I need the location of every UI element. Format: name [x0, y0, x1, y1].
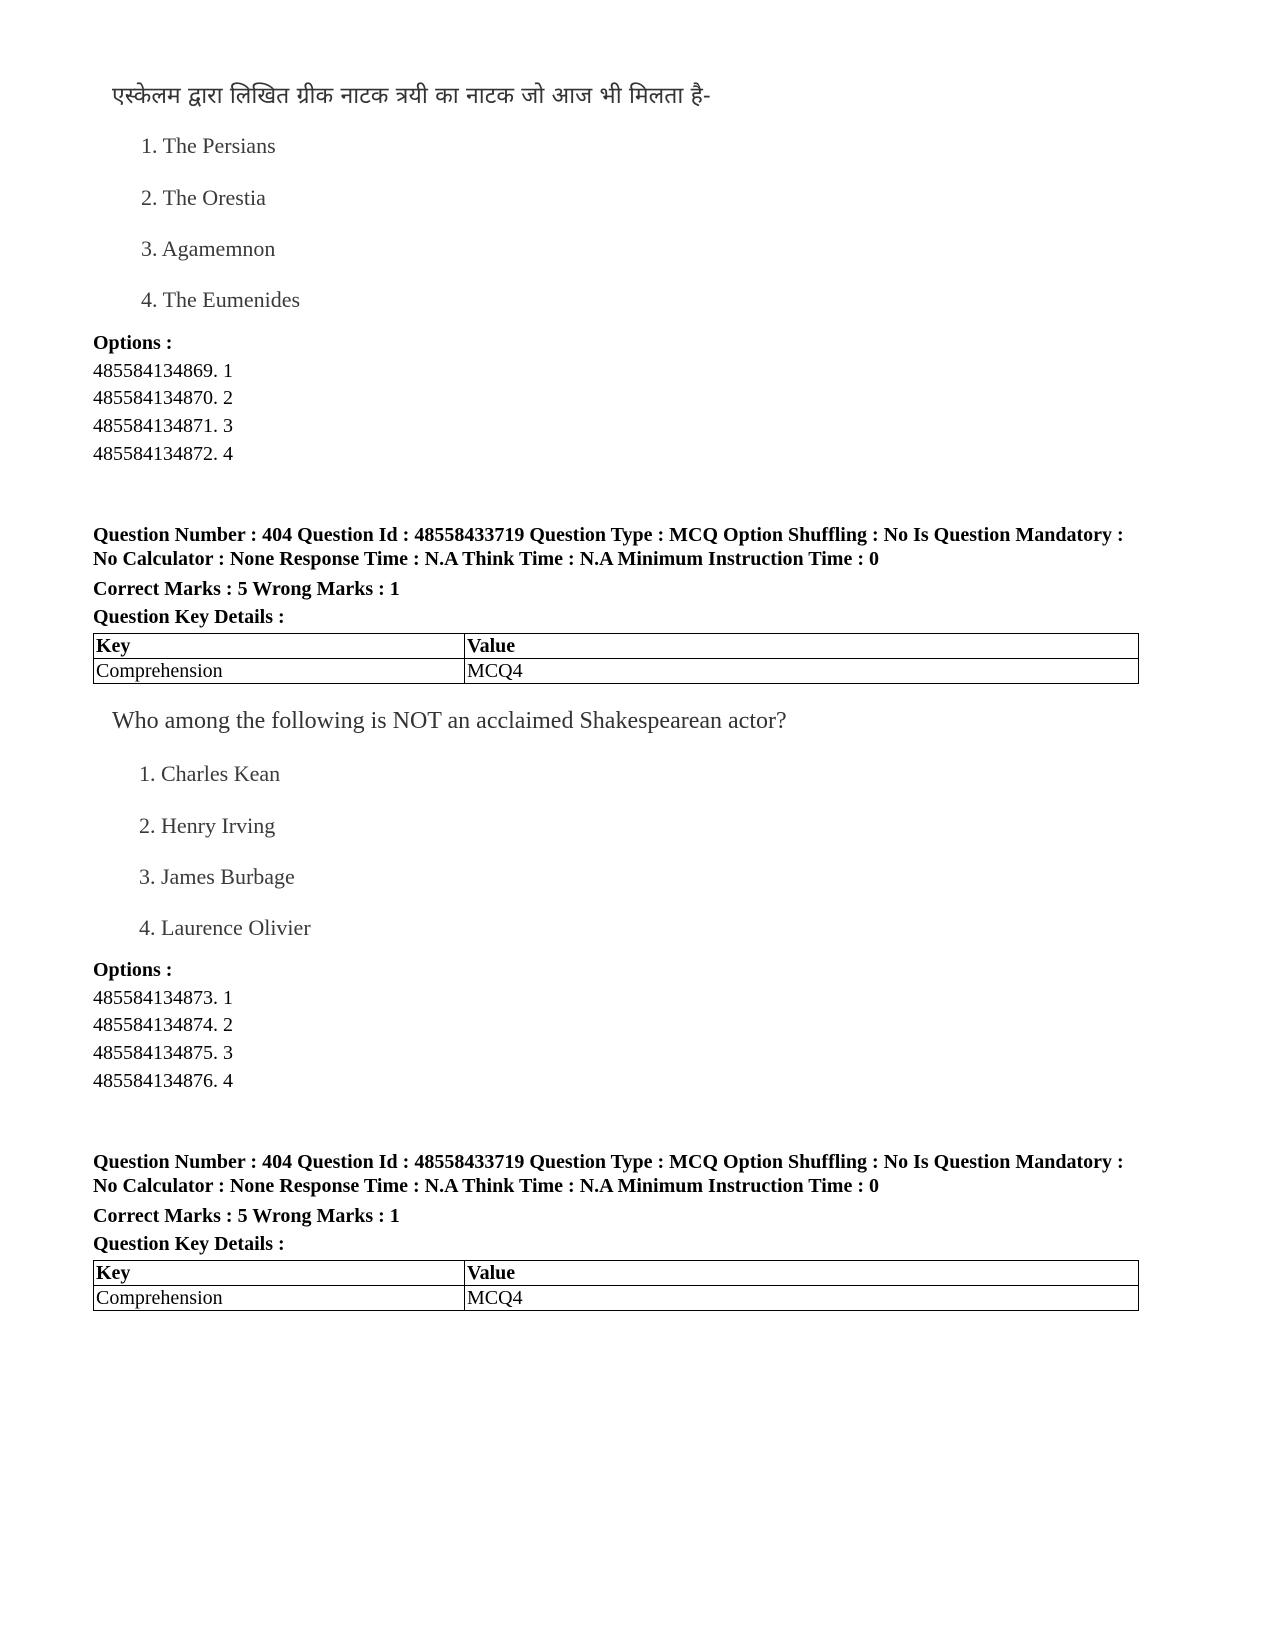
meta-line-2: No Calculator : None Response Time : N.A Think Time : N.A Minimum Instruction Time : 0 [93, 548, 879, 570]
option-line: 485584134875. 3 [93, 1042, 233, 1064]
table-cell-value: MCQ4 [465, 1286, 1139, 1311]
key-details-label: Question Key Details : [93, 1233, 285, 1255]
marks-line: Correct Marks : 5 Wrong Marks : 1 [93, 578, 400, 600]
question-item: 1. Charles Kean [139, 761, 281, 786]
option-line: 485584134872. 4 [93, 443, 233, 465]
key-details-table [93, 1260, 1139, 1311]
table-header-value: Value [465, 634, 1139, 659]
question-item: 4. Laurence Olivier [139, 915, 311, 940]
question-meta [93, 1150, 1153, 1198]
table-cell-key: Comprehension [94, 659, 465, 684]
key-details-label: Question Key Details : [93, 606, 285, 628]
option-line: 485584134871. 3 [93, 415, 233, 437]
question-item: 2. The Orestia [141, 185, 266, 210]
question-item: 2. Henry Irving [139, 813, 276, 838]
table-header-row [94, 634, 1139, 659]
meta-line-2: No Calculator : None Response Time : N.A Think Time : N.A Minimum Instruction Time : 0 [93, 1175, 879, 1197]
table-header-key: Key [94, 634, 465, 659]
question-item: 4. The Eumenides [141, 287, 301, 312]
option-line: 485584134874. 2 [93, 1014, 233, 1036]
option-line: 485584134873. 1 [93, 987, 233, 1009]
question-stem: एस्केलम द्वारा लिखित ग्रीक नाटक त्रयी का नाटक जो आज भी मिलता है- [112, 83, 711, 109]
meta-line-1: Question Number : 404 Question Id : 48558433719 Question Type : MCQ Option Shuffling : No Is Question Mandatory : [93, 524, 1124, 546]
question-item: 3. Agamemnon [141, 236, 276, 261]
table-header-value: Value [465, 1261, 1139, 1286]
options-label: Options : [93, 959, 173, 981]
key-details-table [93, 633, 1139, 684]
table-header-key: Key [94, 1261, 465, 1286]
option-line: 485584134869. 1 [93, 360, 233, 382]
question-item: 3. James Burbage [139, 864, 295, 889]
option-line: 485584134876. 4 [93, 1070, 233, 1092]
table-cell-value: MCQ4 [465, 659, 1139, 684]
table-row [94, 659, 1139, 684]
table-cell-key: Comprehension [94, 1286, 465, 1311]
table-row [94, 1286, 1139, 1311]
question-stem: Who among the following is NOT an acclaimed Shakespearean actor? [112, 708, 787, 734]
options-label: Options : [93, 332, 173, 354]
table-header-row [94, 1261, 1139, 1286]
meta-line-1: Question Number : 404 Question Id : 48558433719 Question Type : MCQ Option Shuffling : No Is Question Mandatory : [93, 1151, 1124, 1173]
question-meta [93, 523, 1153, 571]
question-item: 1. The Persians [141, 133, 276, 158]
option-line: 485584134870. 2 [93, 387, 233, 409]
marks-line: Correct Marks : 5 Wrong Marks : 1 [93, 1205, 400, 1227]
